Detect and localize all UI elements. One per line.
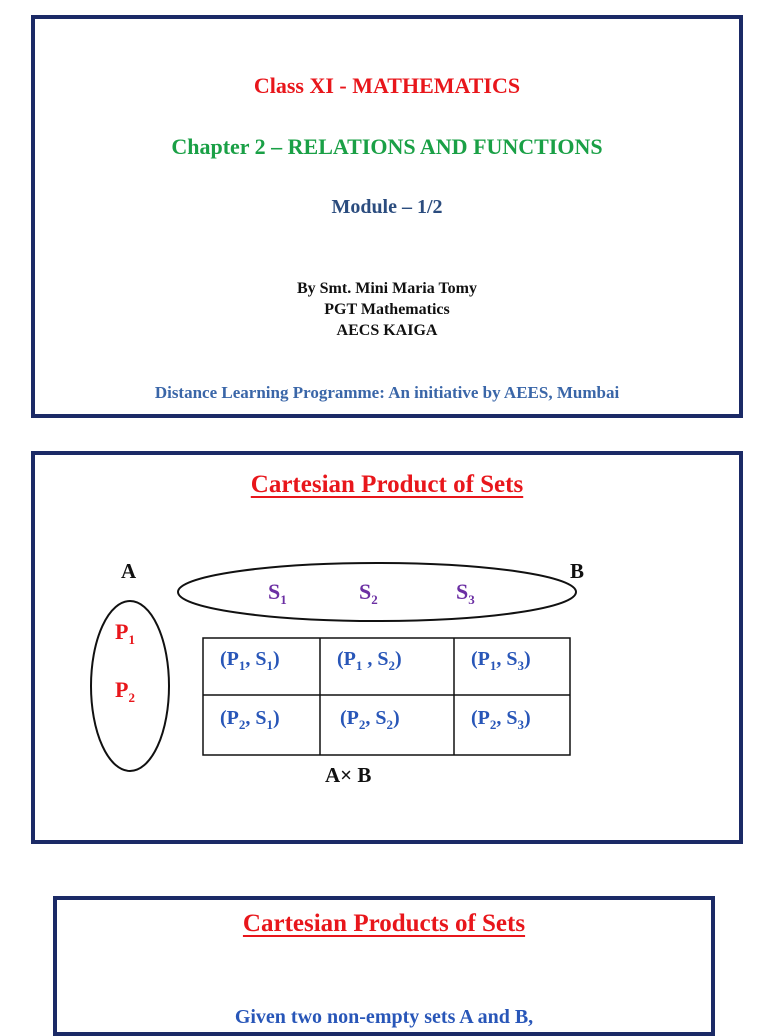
school-name: AECS KAIGA xyxy=(336,322,438,339)
table-cell: ($P_1$, $S_1$) xyxy=(220,648,280,673)
author-line: By Smt. Mini Maria Tomy xyxy=(296,280,477,297)
designation: PGT Mathematics xyxy=(324,301,450,318)
module-label: Module – 1/2 xyxy=(331,196,443,218)
cartesian-diagram-slide xyxy=(31,451,743,844)
set-a-label: A xyxy=(121,559,137,583)
table-cell: ($P_2$, $S_2$) xyxy=(340,707,400,732)
footer-text: Distance Learning Programme: An initiative by AEES, Mumbai xyxy=(154,383,620,402)
body-text: Given two non-empty sets A and B, xyxy=(234,1006,534,1028)
table-cell: ($P_2$, $S_1$) xyxy=(220,707,280,732)
set-b-element: $S_2$ xyxy=(359,579,378,607)
slide-heading: Cartesian Products of Sets xyxy=(242,910,526,937)
table-cell: ($P_1$ , $S_2$) xyxy=(337,648,402,673)
set-b-element: $S_1$ xyxy=(268,579,287,607)
product-label: A× B xyxy=(325,763,372,787)
table-cell: ($P_1$, $S_3$) xyxy=(471,648,531,673)
set-b-element: $S_3$ xyxy=(456,579,475,607)
class-title: Class XI - MATHEMATICS xyxy=(253,73,521,98)
set-a-ellipse xyxy=(91,601,169,771)
table-cell: ($P_2$, $S_3$) xyxy=(471,707,531,732)
definition-slide xyxy=(53,896,715,1036)
chapter-title: Chapter 2 – RELATIONS AND FUNCTIONS xyxy=(171,134,603,159)
title-slide xyxy=(31,15,743,418)
set-b-label: B xyxy=(570,559,585,583)
slide-heading: Cartesian Product of Sets xyxy=(250,471,524,498)
cartesian-product-diagram xyxy=(35,455,739,840)
set-a-element: $P_1$ xyxy=(115,619,135,647)
set-a-element: $P_2$ xyxy=(115,677,135,705)
